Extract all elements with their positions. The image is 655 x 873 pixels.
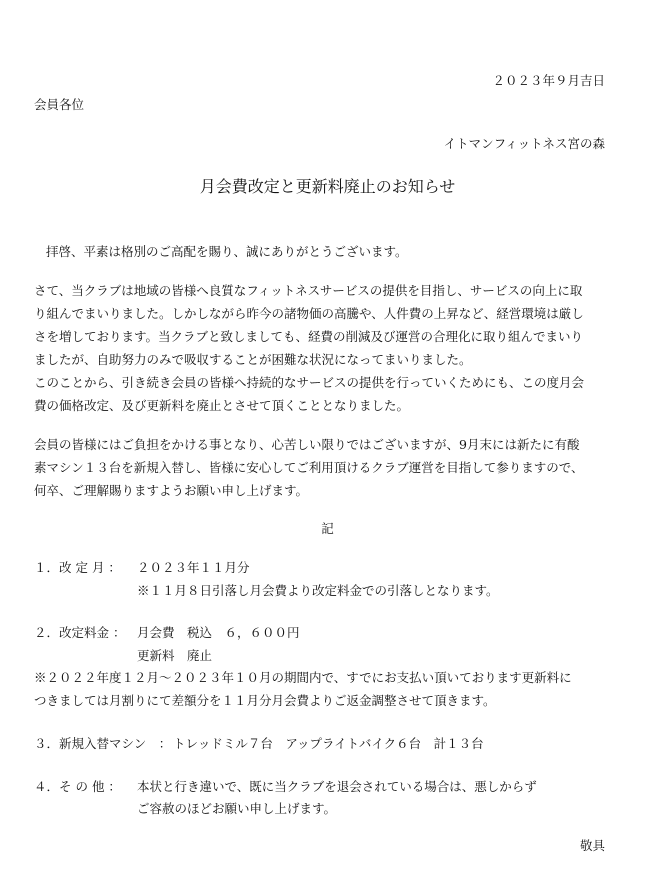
paragraph-line: 素マシン１３台を新規入替し、皆様に安心してご利用頂けるクラブ運営を目指して参りますので、 [34,460,584,475]
item-value: 月会費 税込 ６，６００円 [137,625,300,640]
item-value: ご容赦のほどお願い申し上げます。 [137,801,337,816]
item-value: 本状と行き違いで、既に当クラブを退会されている場合は、悪しからず [137,779,537,794]
paragraph-line: さを増しております。当クラブと致しましても、経費の削減及び運営の合理化に取り組んでまいり [34,329,584,344]
item-label: ２．改定料金 ： [34,625,126,640]
paragraph-line: り組んでまいりました。しかしながら昨今の諸物価の高騰や、人件費の上昇など、経営環境は厳し [34,306,584,321]
sender-name: イトマンフィットネス宮の森 [443,136,605,151]
greeting-line: 拝啓、平素は格別のご高配を賜り、誠にありがとうございます。 [46,244,408,259]
item-note: ※１１月８日引落し月会費より改定料金での引落しとなります。 [137,583,499,598]
item-label: ３．新規入替マシン ： [34,736,172,751]
paragraph-line: 費の価格改定、及び更新料を廃止とさせて頂くこととなりました。 [34,398,410,413]
recipient: 会員各位 [34,97,85,112]
closing-word: 敬具 [579,838,605,853]
paragraph-line: ましたが、自助努力のみで吸収することが困難な状況になってまいりました。 [34,352,472,367]
item-label: １．改 定 月 ： [34,560,121,575]
letter-title: 月会費改定と更新料廃止のお知らせ [199,177,456,196]
ki-heading: 記 [321,521,334,536]
item-note: ※２０２２年度１２月～２０２３年１０月の期間内で、すでにお支払い頂いております更新料に [34,670,572,685]
item-note: つきましては月割りにて差額分を１１月分月会費よりご返金調整させて頂きます。 [34,693,496,708]
item-value: トレッドミル７台 アップライトバイク６台 計１３台 [173,736,484,751]
paragraph-line: 会員の皆様にはご負担をかける事となり、心苦しい限りではございますが、9月末には新たに有酸 [34,437,580,452]
item-value: 更新料 廃止 [137,648,213,663]
item-value: ２０２３年１１月分 [137,560,250,575]
letter-date: ２０２３年９月吉日 [492,73,605,88]
item-label: ４．そ の 他 ： [34,779,121,794]
paragraph-line: 何卒、ご理解賜りますようお願い申し上げます。 [34,483,309,498]
paragraph-line: このことから、引き続き会員の皆様へ持続的なサービスの提供を行っていくためにも、この度月会 [34,375,585,390]
paragraph-line: さて、当クラブは地域の皆様へ良質なフィットネスサービスの提供を目指し、サービスの向上に取 [34,283,583,298]
